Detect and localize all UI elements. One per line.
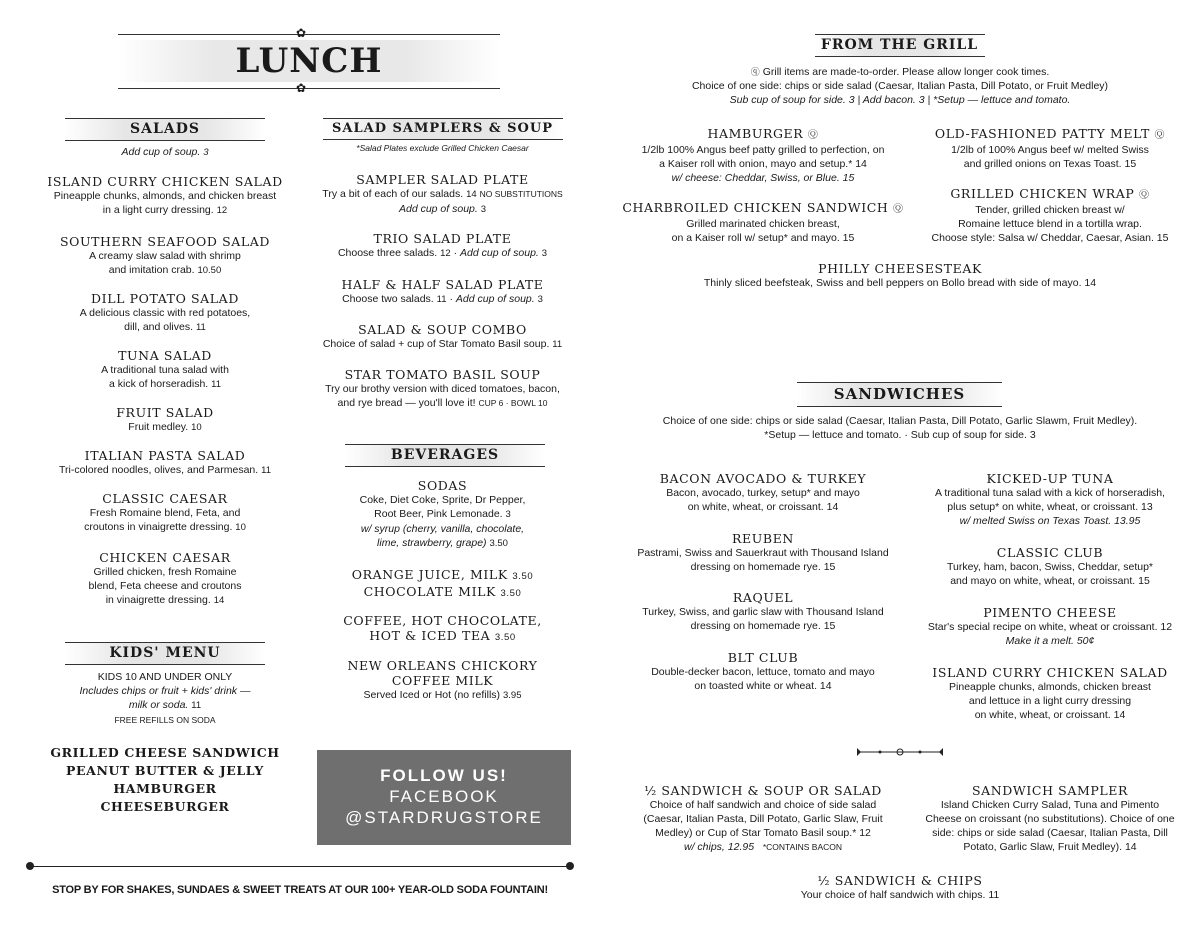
item-desc: on white, wheat, or croissant. 14	[687, 501, 839, 513]
sampler-item	[305, 277, 580, 307]
kids-item: CHEESEBURGER	[100, 799, 230, 814]
item-desc: and mayo on white, wheat, or croissant. 15	[950, 575, 1150, 587]
item-name: SODAS	[417, 478, 468, 493]
item-desc: Choice of half sandwich and choice of side salad	[649, 799, 877, 811]
item-desc: Medley) or Cup of Star Tomato Basil soup.* 12	[655, 827, 871, 839]
kids-line: FREE REFILLS ON SODA	[114, 715, 216, 725]
sandwich-item	[918, 605, 1182, 648]
sampler-item	[305, 322, 580, 352]
kids-item: PEANUT BUTTER & JELLY	[66, 763, 264, 778]
item-name: HALF & HALF SALAD PLATE	[341, 277, 544, 292]
grill-section	[797, 34, 1002, 57]
footer-dot-icon	[566, 862, 574, 870]
item-desc: Bacon, avocado, turkey, setup* and mayo	[666, 487, 860, 499]
salad-item	[20, 348, 310, 392]
chef-icon: Ⓠ	[1154, 130, 1166, 141]
item-desc: 1/2lb 100% Angus beef patty grilled to perfection, on	[641, 144, 885, 156]
item-name: TUNA SALAD	[118, 348, 212, 363]
salads-note: Add cup of soup. 3	[121, 146, 209, 158]
item-name: ORANGE JUICE, MILK 3.50	[351, 567, 534, 582]
sandwich-sampler-item	[918, 783, 1182, 854]
item-name: COFFEE MILK	[391, 673, 494, 688]
footer-text: STOP BY FOR SHAKES, SUNDAES & SWEET TREATS AT OUR 100+ YEAR-OLD SODA FOUNTAIN!	[52, 884, 548, 896]
item-desc: A delicious classic with red potatoes,	[79, 307, 251, 319]
item-desc: Choose style: Salsa w/ Cheddar, Caesar, Asian. 15	[931, 232, 1169, 244]
item-name: PHILLY CHEESESTEAK	[818, 261, 982, 276]
item-desc: Add cup of soup. 3	[398, 203, 487, 215]
item-desc: Potato, Garlic Slaw, Fruit Medley). 14	[963, 841, 1137, 853]
item-name: NEW ORLEANS CHICKORY	[347, 658, 538, 673]
item-desc: A traditional tuna salad with a kick of horseradish,	[935, 487, 1165, 499]
item-desc: A traditional tuna salad with	[101, 364, 229, 376]
sandwich-item	[918, 471, 1182, 528]
chef-icon: ⓠ	[750, 67, 760, 77]
grill-item	[608, 200, 918, 245]
half-chips-item	[700, 873, 1100, 902]
kids-line: milk or soda. 11	[128, 699, 202, 711]
ornament-bottom	[118, 88, 500, 89]
item-desc: Make it a melt. 50¢	[1005, 635, 1095, 647]
item-desc: Grilled chicken, fresh Romaine	[93, 566, 237, 578]
item-name: RAQUEL	[732, 590, 794, 605]
item-desc: dill, and olives. 11	[124, 321, 206, 333]
item-name: SAMPLER SALAD PLATE	[356, 172, 529, 187]
sodas-item	[305, 478, 580, 551]
item-desc: Double-decker bacon, lettuce, tomato and mayo	[651, 666, 875, 678]
sandwich-note: Choice of one side: chips or side salad (Caesar, Italian Pasta, Dill Potato, Garlic Slawm, Fruit Medley).	[662, 415, 1138, 427]
item-desc: lime, strawberry, grape) 3.50	[377, 537, 508, 549]
item-desc: and imitation crab. 10.50	[108, 264, 222, 276]
item-name: ISLAND CURRY CHICKEN SALAD	[47, 174, 283, 189]
beverages-header: BEVERAGES	[345, 444, 545, 467]
item-name: BLT CLUB	[727, 650, 799, 665]
item-desc: Pineapple chunks, almonds, chicken breast	[949, 681, 1151, 693]
item-name: CLASSIC CAESAR	[102, 491, 228, 506]
oj-item	[305, 567, 580, 601]
salad-item	[20, 550, 310, 608]
item-desc: croutons in vinaigrette dressing. 10	[84, 521, 246, 533]
item-desc: side: chips or side salad (Caesar, Italian Pasta, Dill	[932, 827, 1168, 839]
item-desc: a Kaiser roll with onion, mayo and setup.* 14	[659, 158, 867, 170]
grill-item	[608, 126, 918, 185]
item-desc: in vinaigrette dressing. 14	[105, 594, 225, 606]
beverages-section	[330, 444, 560, 467]
sandwiches-header: SANDWICHES	[797, 382, 1002, 407]
salad-item	[20, 174, 310, 218]
item-name: CHICKEN CAESAR	[99, 550, 231, 565]
follow-us-title: FOLLOW US!	[380, 766, 508, 785]
item-desc: Try our brothy version with diced tomatoes, bacon,	[325, 383, 560, 395]
item-name: CLASSIC CLUB	[996, 545, 1104, 560]
grill-item	[620, 261, 1180, 290]
item-desc: (Caesar, Italian Pasta, Dill Potato, Garlic Slaw, Fruit	[643, 813, 883, 825]
sampler-item	[305, 367, 580, 410]
grill-item	[918, 186, 1182, 245]
grill-note: Sub cup of soup for side. 3 | Add bacon. 3 | *Setup — lettuce and tomato.	[729, 94, 1071, 106]
divider-ornament-icon	[855, 744, 945, 754]
sandwich-item	[608, 531, 918, 574]
item-desc: Choice of salad + cup of Star Tomato Basil soup. 11	[322, 338, 563, 350]
item-desc: w/ melted Swiss on Texas Toast. 13.95	[959, 515, 1141, 527]
item-name: COFFEE, HOT CHOCOLATE,	[343, 613, 542, 628]
salad-item	[20, 291, 310, 335]
star-icon: ✿	[296, 81, 307, 95]
item-desc: 1/2lb of 100% Angus beef w/ melted Swiss	[951, 144, 1149, 156]
salad-item	[20, 405, 310, 435]
handle-label: @STARDRUGSTORE	[345, 808, 543, 827]
chef-icon: Ⓠ	[807, 130, 819, 141]
salad-item	[20, 448, 310, 478]
item-name: ½ SANDWICH & CHIPS	[817, 873, 983, 888]
item-desc: on a Kaiser roll w/ setup* and mayo. 15	[671, 232, 855, 244]
item-desc: Pineapple chunks, almonds, and chicken breast	[53, 190, 277, 202]
item-name: SANDWICH SAMPLER	[971, 783, 1128, 798]
item-desc: Grilled marinated chicken breast,	[686, 218, 840, 230]
item-name: HAMBURGER Ⓠ	[707, 126, 819, 141]
grill-header: FROM THE GRILL	[815, 34, 985, 57]
item-desc: and lettuce in a light curry dressing	[968, 695, 1132, 707]
item-desc: A creamy slaw salad with shrimp	[89, 250, 241, 262]
item-desc: plus setup* on white, wheat, or croissant. 13	[947, 501, 1153, 513]
item-desc: Tender, grilled chicken breast w/	[975, 204, 1125, 216]
sampler-item	[305, 172, 580, 217]
item-desc: a kick of horseradish. 11	[108, 378, 221, 390]
item-name: CHARBROILED CHICKEN SANDWICH Ⓠ	[622, 200, 904, 215]
item-desc: dressing on homemade rye. 15	[690, 620, 836, 632]
item-name: ½ SANDWICH & SOUP OR SALAD	[644, 783, 882, 798]
ornament-top	[118, 34, 500, 35]
item-desc: Turkey, Swiss, and garlic slaw with Thousand Island	[642, 606, 884, 618]
kids-items	[20, 744, 310, 816]
item-desc: Served Iced or Hot (no refills) 3.95	[363, 689, 522, 701]
half-sandwich-item	[608, 783, 918, 854]
sandwich-note: *Setup — lettuce and tomato. · Sub cup of soup for side. 3	[764, 429, 1036, 441]
item-name: HOT & ICED TEA 3.50	[369, 628, 516, 643]
item-desc: Island Chicken Curry Salad, Tuna and Pimento	[940, 799, 1160, 811]
item-desc: Coke, Diet Coke, Sprite, Dr Pepper,	[359, 494, 526, 506]
footer-dot-icon	[26, 862, 34, 870]
item-desc: Try a bit of each of our salads. 14 NO SUBSTITUTIONS	[322, 188, 563, 200]
item-desc: Star's special recipe on white, wheat or croissant. 12	[927, 621, 1173, 633]
item-name: REUBEN	[732, 531, 794, 546]
kids-info	[20, 670, 310, 727]
lunch-title: LUNCH	[235, 41, 383, 81]
item-name: SOUTHERN SEAFOOD SALAD	[59, 234, 271, 249]
facebook-label: FACEBOOK	[389, 787, 499, 806]
item-name: ISLAND CURRY CHICKEN SALAD	[932, 665, 1168, 680]
salads-section	[40, 118, 290, 160]
sandwich-item	[608, 590, 918, 633]
item-name: FRUIT SALAD	[116, 405, 214, 420]
sampler-item	[305, 231, 580, 261]
item-desc: and grilled onions on Texas Toast. 15	[963, 158, 1137, 170]
lunch-title-block	[118, 26, 500, 96]
grill-item	[918, 126, 1182, 171]
item-desc: Thinly sliced beefsteak, Swiss and bell peppers on Bollo bread with side of mayo. 14	[703, 277, 1097, 289]
item-name: TRIO SALAD PLATE	[373, 231, 512, 246]
follow-us-box[interactable]	[317, 750, 571, 845]
chef-icon: Ⓠ	[1139, 190, 1150, 201]
samplers-section	[315, 118, 570, 153]
chef-icon: Ⓠ	[893, 204, 904, 215]
item-desc: w/ cheese: Cheddar, Swiss, or Blue. 15	[671, 172, 855, 184]
kids-item: HAMBURGER	[113, 781, 217, 796]
grill-notes	[620, 65, 1180, 107]
chickory-item	[305, 658, 580, 703]
item-name: CHOCOLATE MILK 3.50	[363, 584, 522, 599]
coffee-item	[305, 613, 580, 645]
kids-item: GRILLED CHEESE SANDWICH	[50, 745, 280, 760]
item-desc: Romaine lettuce blend in a tortilla wrap.	[958, 218, 1142, 230]
item-desc: Fruit medley. 10	[128, 421, 202, 433]
item-name: BACON AVOCADO & TURKEY	[659, 471, 867, 486]
sandwich-item	[608, 650, 918, 693]
item-desc: Pastrami, Swiss and Sauerkraut with Thousand Island	[637, 547, 889, 559]
salad-item	[20, 491, 310, 535]
salads-header: SALADS	[65, 118, 265, 141]
kids-line: Includes chips or fruit + kids' drink —	[79, 685, 251, 697]
sandwich-item	[608, 471, 918, 514]
item-name: PIMENTO CHEESE	[983, 605, 1117, 620]
samplers-header: SALAD SAMPLERS & SOUP	[323, 118, 563, 140]
footer-rule	[30, 866, 570, 867]
kids-header: KIDS' MENU	[65, 642, 265, 665]
item-name: SALAD & SOUP COMBO	[358, 322, 527, 337]
item-desc: w/ chips, 12.95 *CONTAINS BACON	[684, 841, 842, 853]
item-desc: and rye bread — you'll love it! CUP 6 · BOWL 10	[337, 397, 548, 409]
item-desc: Tri-colored noodles, olives, and Parmesan. 11	[58, 464, 271, 476]
sandwiches-section	[797, 382, 1002, 407]
samplers-note: *Salad Plates exclude Grilled Chicken Caesar	[356, 143, 529, 153]
kids-line: KIDS 10 AND UNDER ONLY	[97, 671, 233, 683]
salad-item	[20, 234, 310, 278]
item-desc: Turkey, ham, bacon, Swiss, Cheddar, setup*	[946, 561, 1154, 573]
item-desc: Fresh Romaine blend, Feta, and	[89, 507, 241, 519]
kids-section	[40, 642, 290, 665]
sandwich-item	[918, 545, 1182, 588]
item-name: OLD-FASHIONED PATTY MELT Ⓠ	[934, 126, 1166, 141]
grill-note: Choice of one side: chips or side salad (Caesar, Italian Pasta, Dill Potato, or Fruit Medley)	[691, 80, 1109, 92]
star-icon: ✿	[296, 26, 307, 40]
item-desc: on white, wheat, or croissant. 14	[974, 709, 1126, 721]
item-name: KICKED-UP TUNA	[986, 471, 1114, 486]
item-desc: dressing on homemade rye. 15	[690, 561, 836, 573]
item-desc: on toasted white or wheat. 14	[694, 680, 832, 692]
sandwiches-notes	[620, 414, 1180, 442]
item-desc: Root Beer, Pink Lemonade. 3	[374, 508, 511, 520]
item-desc: in a light curry dressing. 12	[102, 204, 228, 216]
item-name: ITALIAN PASTA SALAD	[84, 448, 246, 463]
sandwich-item	[918, 665, 1182, 722]
item-desc: w/ syrup (cherry, vanilla, chocolate,	[360, 523, 525, 535]
item-name: DILL POTATO SALAD	[91, 291, 239, 306]
item-desc: Choose three salads. 12 · Add cup of soup. 3	[337, 247, 548, 259]
item-desc: blend, Feta cheese and croutons	[88, 580, 242, 592]
item-name: GRILLED CHICKEN WRAP Ⓠ	[950, 186, 1150, 201]
grill-note: ⓠ Grill items are made-to-order. Please allow longer cook times.	[750, 66, 1050, 78]
item-desc: Cheese on croissant (no substitutions). Choice of one	[925, 813, 1175, 825]
item-name: STAR TOMATO BASIL SOUP	[344, 367, 541, 382]
item-desc: Choose two salads. 11 · Add cup of soup. 3	[342, 293, 543, 305]
item-desc: Your choice of half sandwich with chips. 11	[800, 889, 1000, 901]
